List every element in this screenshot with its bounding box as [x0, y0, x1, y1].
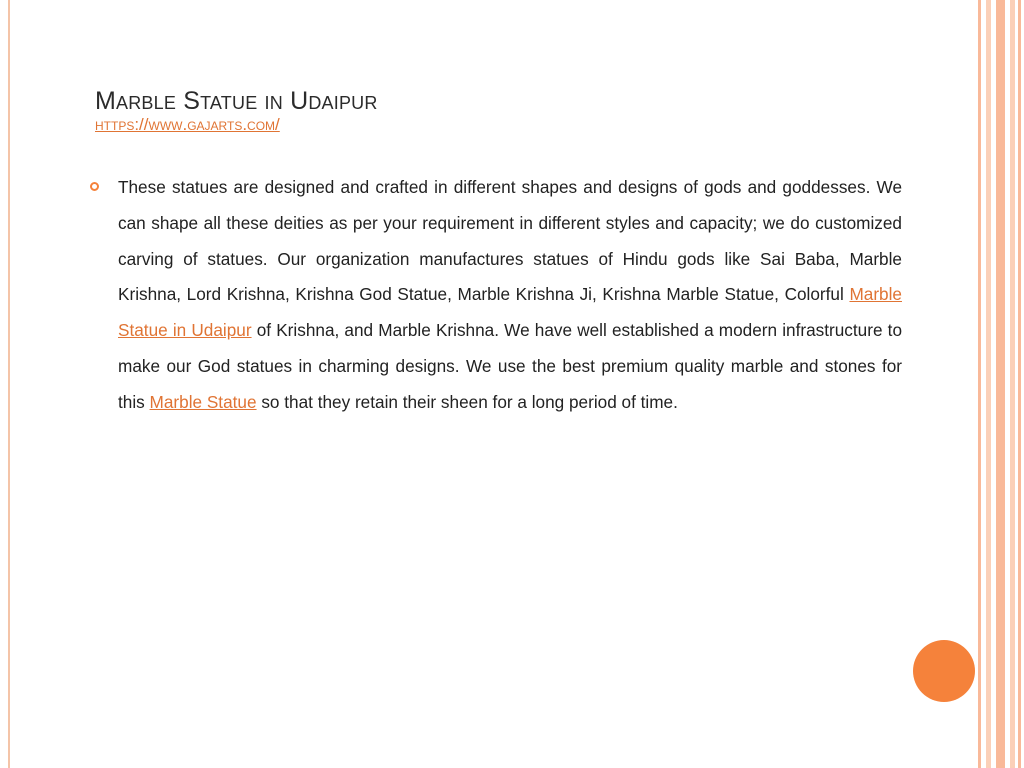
slide-title: Marble Statue in Udaipur	[95, 87, 378, 115]
right-stripe	[986, 0, 991, 768]
right-stripe	[978, 0, 981, 768]
orange-circle-decoration	[913, 640, 975, 702]
marble-statue-link[interactable]: Marble Statue	[149, 391, 257, 412]
right-stripe	[1010, 0, 1015, 768]
body-text-part: of Krishna, and Marble Krishna. We have well established a modern infrastructure to make our God statues in charming designs. We use the best premium quality marble and stones for this	[118, 320, 903, 412]
right-stripe	[1018, 0, 1021, 768]
hollow-circle-bullet-icon	[90, 182, 99, 191]
left-border-line	[8, 0, 10, 768]
title-block	[95, 86, 955, 135]
marble-statue-in-udaipur-link[interactable]: Marble Statue in Udaipur	[118, 284, 902, 341]
body-text-part: so that they retain their sheen for a long period of time.	[256, 391, 678, 412]
website-link[interactable]: https://www.gajarts.com/	[95, 115, 280, 134]
body-text-part: These statues are designed and crafted in different shapes and designs of gods and goddesses. We can shape all these deities as per your requirement in different styles and capacity; we do customized carving of statues. Our organization manufactures statues of Hindu gods like Sai Baba, Marble Krishna, Lord Krishna, Krishna God Statue, Marble Krishna Ji, Krishna Marble Statue, Colorful	[118, 177, 902, 305]
right-stripe	[996, 0, 1005, 768]
body-paragraph	[118, 170, 902, 421]
